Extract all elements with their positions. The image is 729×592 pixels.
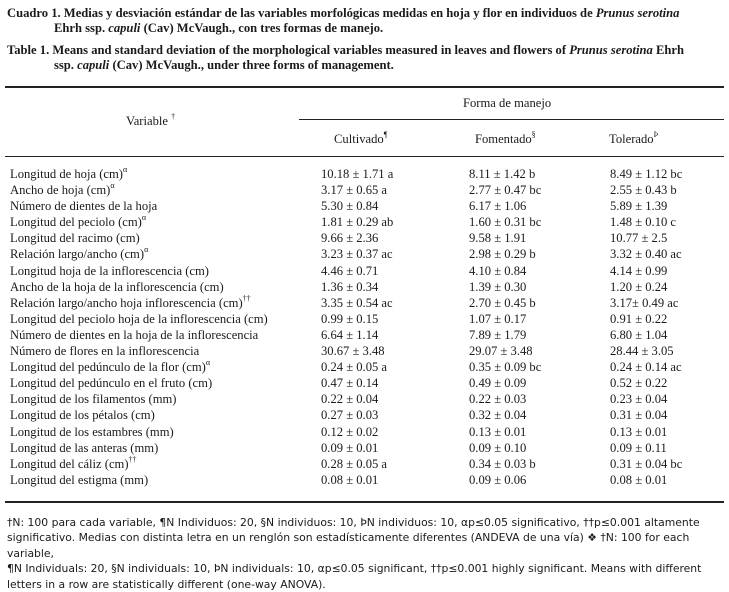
cell-fomentado: 0.34 ± 0.03 b [469, 456, 536, 471]
cell-tolerado: 10.77 ± 2.5 [610, 231, 668, 246]
cell-cultivado: 10.18 ± 1.71 a [321, 167, 394, 181]
caption-es-text: Medias y desviación estándar de las variables morfológicas medidas en hoja y flor en individuos de [60, 6, 596, 20]
cell-tolerado: 0.08 ± 0.01 [610, 472, 668, 487]
column-header-fomentado: Fomentado§ [475, 129, 536, 146]
table-row [10, 472, 720, 488]
cell-variable: Longitud hoja de la inflorescencia (cm) [10, 263, 209, 278]
cell-cultivado: 4.46 ± 0.71 [321, 263, 379, 278]
cell-variable: Longitud de hoja (cm)$^\alpha$ [10, 164, 128, 181]
footnote-line: ¶N Individuals: 20, §N individuals: 10, ÞN individuals: 10, αp≤0.05 significant, ††p≤0.001 highly significant. Means with different [7, 562, 702, 576]
cell-tolerado: 5.89 ± 1.39 [610, 199, 668, 214]
table-bottom-rule [5, 501, 724, 503]
cell-cultivado: 0.09 ± 0.01 [321, 440, 379, 455]
column-header-variable: Variable † [126, 111, 176, 128]
footnote-line: letters in a row are statistically different (one-way ANOVA). [7, 577, 326, 591]
cell-variable: Longitud del peciolo hoja de la inflorescencia (cm) [10, 311, 268, 326]
cell-fomentado: 9.58 ± 1.91 [469, 231, 527, 246]
cell-variable: Longitud del pedúnculo de la flor (cm)$^\alpha$ [10, 357, 211, 375]
cell-cultivado: 0.12 ± 0.02 [321, 424, 379, 439]
table-row [10, 182, 720, 198]
cell-tolerado: 2.55 ± 0.43 b [610, 183, 677, 198]
cell-fomentado: 0.49 ± 0.09 [469, 376, 527, 391]
cell-cultivado: 9.66 ± 2.36 [321, 231, 379, 246]
table-row [10, 263, 720, 279]
caption-en-species: Prunus serotina [569, 43, 653, 57]
cell-variable: Longitud del peciolo (cm)$^\alpha$ [10, 213, 147, 230]
footnote-line: †N: 100 para cada variable, ¶N Individuos: 20, §N individuos: 10, ÞN individuos: 10, αp≤0.05 significativo, ††p≤0.001 altamente [7, 516, 700, 529]
table-row [10, 343, 720, 359]
cell-variable: Número de dientes en la hoja de la inflorescencia [10, 327, 259, 342]
table-row [10, 311, 720, 327]
caption-en-line2: ssp. capuli (Cav) McVaugh., under three forms of management. [54, 58, 394, 72]
table-group-rule [299, 119, 724, 120]
cell-fomentado: 0.22 ± 0.03 [469, 392, 527, 407]
cell-variable: Longitud de los pétalos (cm) [10, 408, 155, 423]
table-row [10, 359, 720, 375]
table-row [10, 440, 720, 456]
cell-cultivado: 0.99 ± 0.15 [321, 311, 379, 326]
cell-variable: Longitud de los filamentos (mm) [10, 392, 177, 407]
footnote-line: significativo. Medias con distinta letra en un renglón son estadísticamente diferentes (ANDEVA de una vía) ❖ †N: 100 for each variable, [7, 531, 690, 560]
cell-fomentado: 0.32 ± 0.04 [469, 408, 527, 423]
cell-tolerado: 1.20 ± 0.24 [610, 279, 668, 294]
cell-variable: Número de flores en la inflorescencia [10, 344, 200, 359]
cell-fomentado: 4.10 ± 0.84 [469, 263, 527, 278]
cell-tolerado: 0.23 ± 0.04 [610, 392, 668, 407]
cell-tolerado: 0.31 ± 0.04 bc [610, 456, 683, 471]
cell-cultivado: 30.67 ± 3.48 [321, 344, 385, 359]
caption-es-ssp: capuli [108, 21, 141, 35]
table-row [10, 214, 720, 230]
cell-tolerado: 4.14 ± 0.99 [610, 263, 668, 278]
table-row [10, 246, 720, 262]
table-row [10, 407, 720, 423]
cell-fomentado: 1.39 ± 0.30 [469, 279, 527, 294]
column-group-header-forma: Forma de manejo [463, 96, 552, 110]
table-footnote [7, 515, 723, 592]
cell-variable: Longitud del estigma (mm) [10, 472, 149, 487]
table-row [10, 424, 720, 440]
cell-variable: Longitud del racimo (cm) [10, 231, 140, 246]
caption-en-label: Table 1. [7, 43, 50, 57]
cell-tolerado: 28.44 ± 3.05 [610, 344, 674, 359]
cell-variable: Relación largo/ancho hoja inflorescencia (cm)†† [10, 293, 251, 310]
cell-fomentado: 6.17 ± 1.06 [469, 199, 527, 214]
cell-cultivado: 0.28 ± 0.05 a [321, 456, 388, 471]
cell-tolerado: 3.32 ± 0.40 ac [610, 247, 682, 262]
cell-tolerado: 0.13 ± 0.01 [610, 424, 668, 439]
table-row [10, 295, 720, 311]
cell-cultivado: 1.36 ± 0.34 [321, 279, 379, 294]
table-row [10, 279, 720, 295]
table-body [10, 166, 720, 488]
cell-variable: Número de dientes de la hoja [10, 199, 158, 214]
caption-english: Table 1. Means and standard deviation of the morphological variables measured in leaves and flowers of Prunus serotina Ehrh ssp. capuli (Cav) McVaugh., under three forms of management. [7, 43, 723, 73]
table-row [10, 327, 720, 343]
cell-cultivado: 0.24 ± 0.05 a [321, 360, 388, 375]
cell-tolerado: 0.52 ± 0.22 [610, 376, 668, 391]
cell-tolerado: 8.49 ± 1.12 bc [610, 167, 683, 181]
cell-tolerado: 3.17± 0.49 ac [610, 295, 679, 310]
cell-cultivado: 5.30 ± 0.84 [321, 199, 379, 214]
caption-es-label: Cuadro 1. [7, 6, 61, 20]
cell-tolerado: 0.31 ± 0.04 [610, 408, 668, 423]
column-header-cultivado: Cultivado¶ [334, 129, 388, 146]
cell-cultivado: 0.27 ± 0.03 [321, 408, 379, 423]
cell-cultivado: 6.64 ± 1.14 [321, 327, 379, 342]
cell-tolerado: 0.91 ± 0.22 [610, 311, 668, 326]
cell-fomentado: 1.07 ± 0.17 [469, 311, 527, 326]
table-row [10, 166, 720, 182]
caption-es-line2: Ehrh ssp. capuli (Cav) McVaugh., con tres formas de manejo. [54, 21, 384, 35]
cell-variable: Ancho de hoja (cm)$^\alpha$ [10, 180, 115, 198]
cell-tolerado: 0.09 ± 0.11 [610, 440, 667, 455]
table-header-rule [5, 156, 724, 157]
cell-tolerado: 6.80 ± 1.04 [610, 327, 668, 342]
cell-fomentado: 0.35 ± 0.09 bc [469, 360, 542, 375]
table-row [10, 230, 720, 246]
cell-variable: Longitud del cáliz (cm)†† [10, 454, 137, 471]
cell-tolerado: 1.48 ± 0.10 c [610, 215, 677, 230]
caption-en-ssp: capuli [77, 58, 110, 72]
column-header-tolerado: Tolerado$^Þ$ [609, 129, 659, 146]
cell-variable: Longitud del pedúnculo en el fruto (cm) [10, 376, 213, 391]
table-top-rule [5, 86, 724, 88]
cell-tolerado: 0.24 ± 0.14 ac [610, 360, 682, 375]
cell-cultivado: 3.35 ± 0.54 ac [321, 295, 393, 310]
cell-cultivado: 0.22 ± 0.04 [321, 392, 379, 407]
cell-fomentado: 7.89 ± 1.79 [469, 327, 527, 342]
cell-fomentado: 1.60 ± 0.31 bc [469, 215, 542, 230]
cell-variable: Longitud de las anteras (mm) [10, 440, 159, 455]
cell-cultivado: 0.47 ± 0.14 [321, 376, 379, 391]
cell-cultivado: 3.23 ± 0.37 ac [321, 247, 393, 262]
table-row [10, 198, 720, 214]
cell-fomentado: 29.07 ± 3.48 [469, 344, 533, 359]
cell-fomentado: 2.70 ± 0.45 b [469, 295, 536, 310]
cell-variable: Longitud de los estambres (mm) [10, 424, 174, 439]
cell-fomentado: 8.11 ± 1.42 b [469, 167, 536, 181]
caption-en-text: Means and standard deviation of the morphological variables measured in leaves and flowers of [49, 43, 570, 57]
cell-fomentado: 2.77 ± 0.47 bc [469, 183, 542, 198]
cell-fomentado: 0.09 ± 0.06 [469, 472, 527, 487]
cell-cultivado: 0.08 ± 0.01 [321, 472, 379, 487]
table-row [10, 456, 720, 472]
table-row [10, 375, 720, 391]
cell-cultivado: 1.81 ± 0.29 ab [321, 215, 394, 230]
table-row [10, 391, 720, 407]
cell-fomentado: 0.09 ± 0.10 [469, 440, 527, 455]
cell-variable: Ancho de la hoja de la inflorescencia (cm) [10, 279, 224, 294]
cell-fomentado: 0.13 ± 0.01 [469, 424, 527, 439]
cell-fomentado: 2.98 ± 0.29 b [469, 247, 536, 262]
caption-es-species: Prunus serotina [595, 6, 680, 20]
cell-cultivado: 3.17 ± 0.65 a [321, 183, 388, 198]
caption-spanish [7, 6, 723, 36]
cell-variable: Relación largo/ancho (cm)$^\alpha$ [10, 245, 149, 262]
